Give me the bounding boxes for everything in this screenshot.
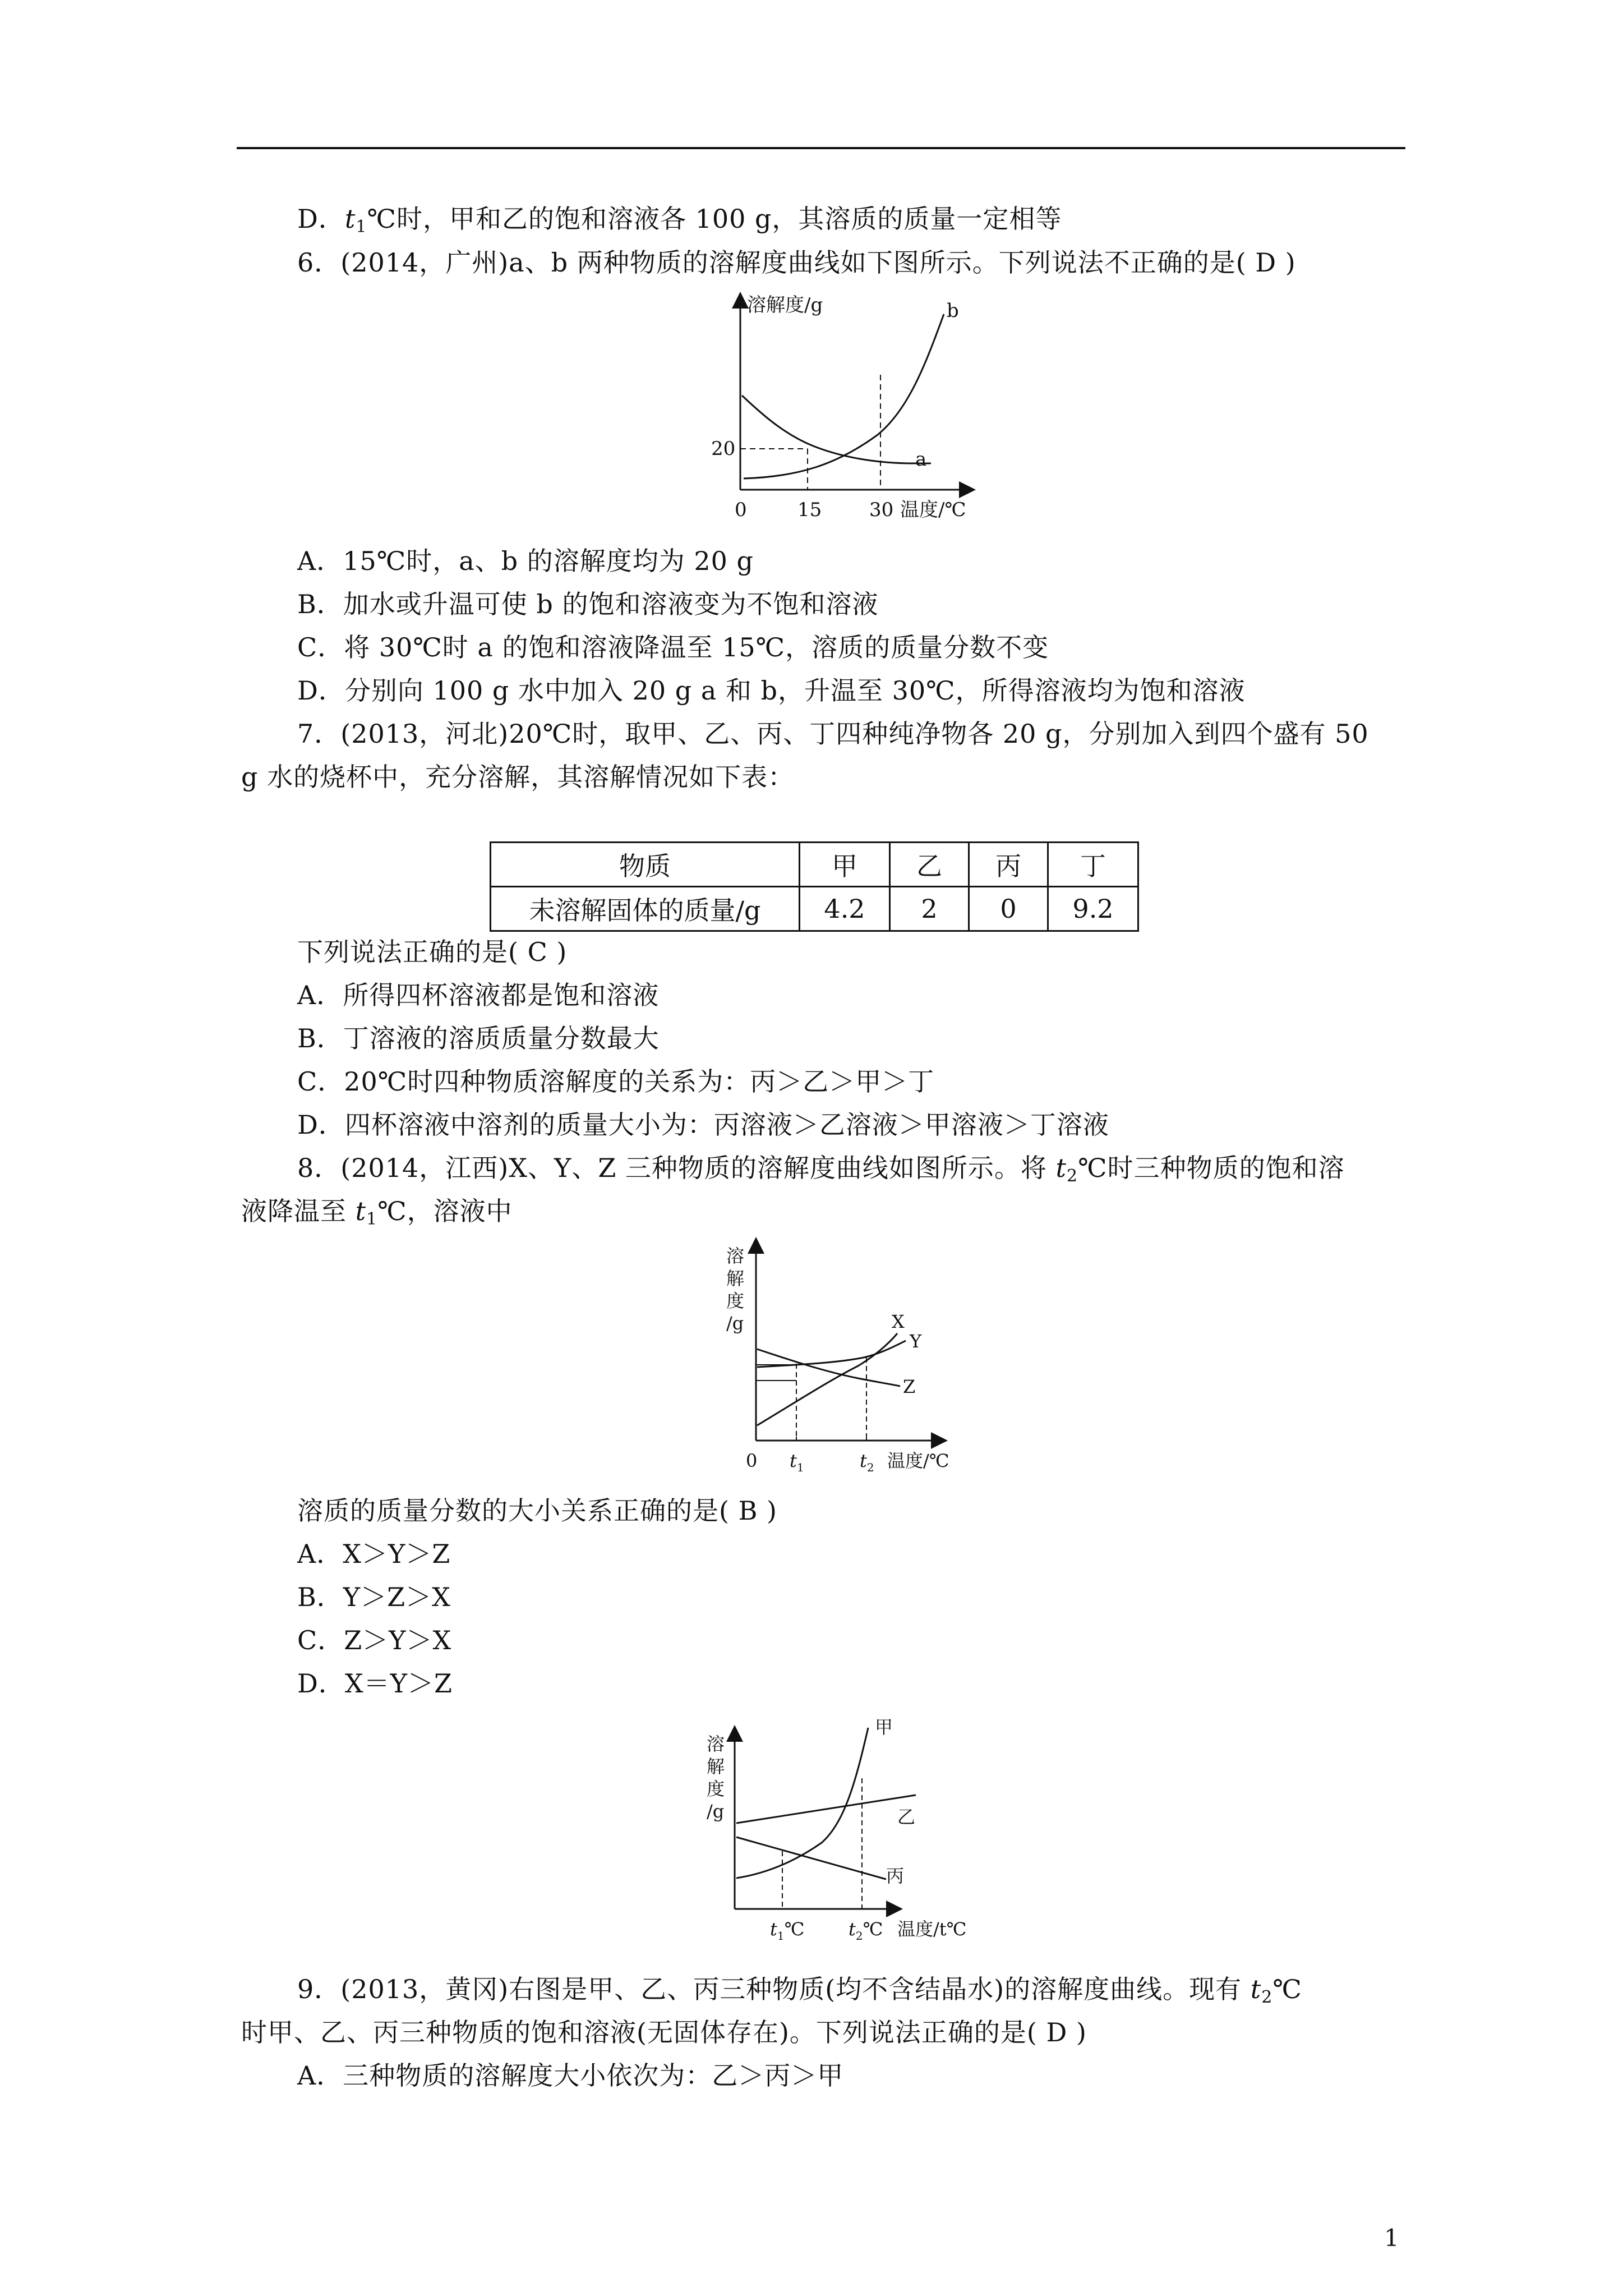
page-number: 1: [1384, 2224, 1399, 2252]
q8-stem-line2: 液降温至 $t_1℃$，溶液中: [241, 1196, 513, 1229]
q9-y-label: 度: [707, 1778, 725, 1800]
q6-option-d: D．分别向 100 g 水中加入 20 g a 和 b，升温至 30℃，所得溶液均为饱和溶液: [297, 675, 1246, 706]
q9-y-label: /g: [707, 1801, 725, 1822]
q7-table-cell: 4.2: [800, 887, 890, 931]
q9-series-jia-label: 甲: [875, 1717, 893, 1738]
q8-curve-y: [757, 1341, 906, 1367]
q6-x-label: 温度/℃: [900, 499, 966, 521]
q9-y-label: 解: [707, 1756, 725, 1777]
q6-origin: 0: [735, 499, 747, 521]
q6-curve-b: [744, 314, 944, 478]
q8-origin: 0: [746, 1450, 758, 1471]
q6-curve-a-label: a: [915, 448, 927, 471]
q7-stem-line1: 7．(2013，河北)20℃时，取甲、乙、丙、丁四种纯净物各 20 g，分别加入到四个盛有 50: [297, 719, 1369, 749]
q8-option-d: D．X＝Y＞Z: [297, 1668, 453, 1699]
q7-table-header: 物质: [491, 843, 800, 887]
q7-table-cell: 9.2: [1048, 887, 1138, 931]
q9-curve-yi: [736, 1795, 916, 1823]
q7-after: 下列说法正确的是( C ): [297, 937, 568, 967]
q7-table-header-row: [491, 843, 1138, 887]
q6-stem: 6．(2014，广州)a、b 两种物质的溶解度曲线如下图所示。下列说法不正确的是( D ): [297, 247, 1296, 278]
q8-option-c: C．Z＞Y＞X: [297, 1625, 452, 1655]
q9-t2-label: $t_2℃$: [849, 1918, 883, 1943]
q7-option-a: A．所得四杯溶液都是饱和溶液: [297, 980, 660, 1010]
q8-option-a: A．X＞Y＞Z: [297, 1539, 451, 1569]
q8-series-z-label: Z: [903, 1376, 916, 1397]
q7-table-cell: 2: [890, 887, 969, 931]
q7-table-row: [491, 887, 1138, 931]
q9-y-label: 溶: [707, 1733, 725, 1755]
q9-stem-line2: 时甲、乙、丙三种物质的饱和溶液(无固体存在)。下列说法正确的是( D ): [241, 2017, 1087, 2047]
q6-curve-b-label: b: [947, 300, 959, 322]
q9-option-a: A．三种物质的溶解度大小依次为：乙＞丙＞甲: [297, 2060, 844, 2091]
q8-stem-line1: 8．(2014，江西)X、Y、Z 三种物质的溶解度曲线如图所示。将 $t_2℃$时三种物质的饱和溶: [297, 1153, 1345, 1186]
q6-solubility-chart: [695, 292, 1009, 533]
q6-option-b: B．加水或升温可使 b 的饱和溶液变为不饱和溶液: [297, 589, 879, 619]
q8-solubility-chart: [712, 1237, 981, 1484]
q8-y-label: 度: [726, 1290, 745, 1312]
q7-table-header: 甲: [800, 843, 890, 887]
q7-option-b: B．丁溶液的溶质质量分数最大: [297, 1023, 660, 1053]
q5-option-d: D．$t_1℃$时，甲和乙的饱和溶液各 100 g，其溶质的质量一定相等: [297, 204, 1062, 237]
q8-option-b: B．Y＞Z＞X: [297, 1582, 451, 1612]
q6-y-label: 溶解度/g: [747, 294, 823, 316]
q8-y-label: /g: [726, 1313, 744, 1334]
q7-option-d: D．四杯溶液中溶剂的质量大小为：丙溶液＞乙溶液＞甲溶液＞丁溶液: [297, 1110, 1109, 1140]
q7-option-c: C．20℃时四种物质溶解度的关系为：丙＞乙＞甲＞丁: [297, 1066, 935, 1097]
q6-option-c: C．将 30℃时 a 的饱和溶液降温至 15℃，溶质的质量分数不变: [297, 632, 1049, 662]
q8-curve-x: [757, 1333, 897, 1425]
q7-table-cell: 未溶解固体的质量/g: [491, 887, 800, 931]
q6-x-tick-15: 15: [797, 499, 822, 521]
q8-after: 溶质的质量分数的大小关系正确的是( B ): [297, 1496, 777, 1526]
q7-stem-line2: g 水的烧杯中，充分溶解，其溶解情况如下表：: [241, 762, 795, 792]
q7-table-cell: 0: [969, 887, 1048, 931]
q9-series-yi-label: 乙: [897, 1806, 916, 1828]
q9-t1-label: $t_1℃$: [770, 1918, 805, 1943]
q8-series-y-label: Y: [910, 1331, 922, 1352]
q9-solubility-chart: [704, 1711, 1018, 1947]
q8-y-label: 溶: [726, 1245, 745, 1267]
q9-series-bing-label: 丙: [886, 1865, 905, 1887]
q8-x-label: 温度/℃: [887, 1450, 949, 1471]
q9-x-label: 温度/t℃: [897, 1918, 967, 1940]
q7-data-table: [490, 841, 1139, 932]
q6-option-a: A．15℃时，a、b 的溶解度均为 20 g: [297, 546, 754, 576]
q8-series-x-label: X: [892, 1311, 905, 1332]
q7-table-header: 乙: [890, 843, 969, 887]
q6-x-tick-30: 30: [869, 499, 894, 521]
q6-y-tick-20: 20: [711, 438, 736, 460]
q8-t2-label: $t_2$: [860, 1450, 874, 1474]
q9-stem-line1: 9．(2013，黄冈)右图是甲、乙、丙三种物质(均不含结晶水)的溶解度曲线。现有 $t_2℃$: [297, 1974, 1302, 2007]
q7-table-header: 丙: [969, 843, 1048, 887]
q8-t1-label: $t_1$: [790, 1450, 804, 1474]
q7-table-header: 丁: [1048, 843, 1138, 887]
q8-y-label: 解: [726, 1268, 745, 1289]
header-rule: [237, 147, 1405, 149]
